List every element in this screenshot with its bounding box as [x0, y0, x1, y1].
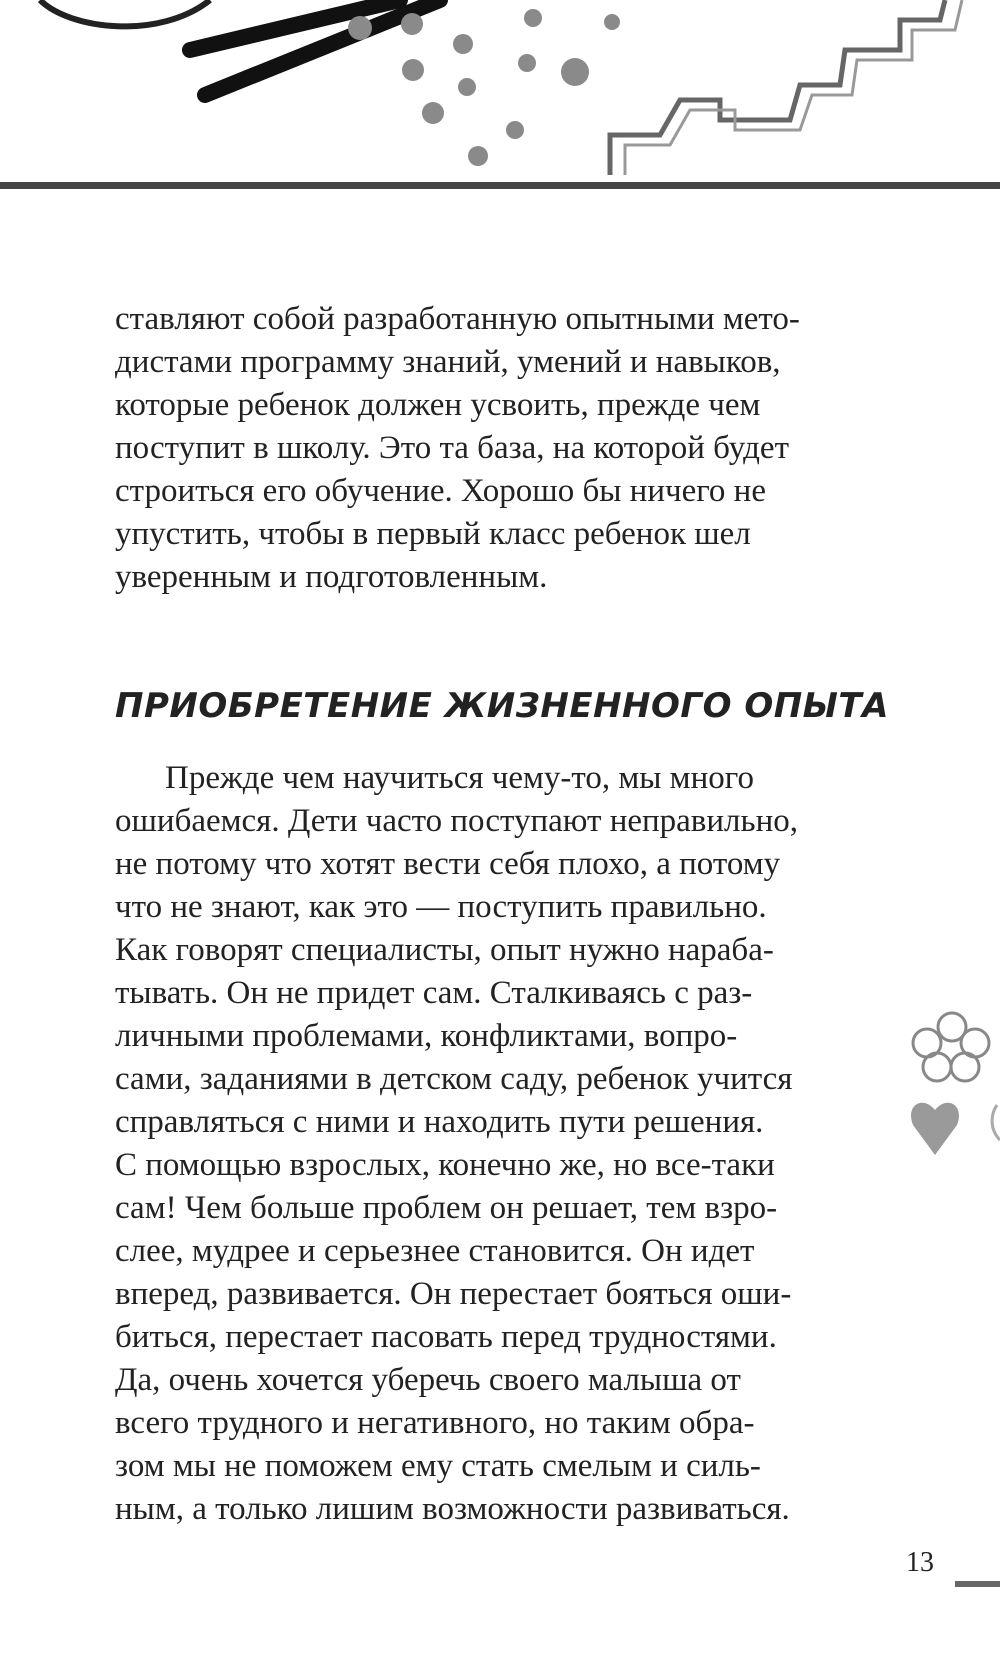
section-paragraph [115, 757, 875, 1531]
text-line: упустить, чтобы в первый класс ребенок шел [115, 516, 751, 552]
text-line: справляться с ними и находить пути решения. [115, 1104, 764, 1140]
text-line: Как говорят специалисты, опыт нужно нараба- [115, 932, 774, 968]
text-line: ошибаемся. Дети часто поступают неправильно, [115, 803, 798, 839]
text-line: всего трудного и негативного, но таким обра- [115, 1405, 755, 1441]
dots-icon [348, 9, 620, 166]
text-line: сам! Чем больше проблем он решает, тем взро- [115, 1190, 778, 1226]
text-line: ставляют собой разработанную опытными мето- [115, 301, 800, 337]
heart-icon [911, 1103, 959, 1155]
text-line: биться, перестает пасовать перед трудностями. [115, 1319, 777, 1355]
page-number: 13 [906, 1547, 934, 1578]
zigzag-icon [610, 0, 945, 175]
text-line: уверенным и подготовленным. [115, 559, 548, 595]
footer-rule [955, 1581, 1000, 1587]
text-line: не потому что хотят вести себя плохо, а потому [115, 846, 781, 882]
text-line: поступит в школу. Это та база, на которой будет [115, 430, 789, 466]
text-line: ным, а только лишим возможности развиваться. [115, 1491, 790, 1527]
text-line: тывать. Он не придет сам. Сталкиваясь с раз- [115, 975, 753, 1011]
text-line: С помощью взрослых, конечно же, но все-таки [115, 1147, 775, 1183]
text-line: Прежде чем научиться чему-то, мы много [165, 760, 754, 796]
swirl-icon [40, 0, 210, 26]
text-line: слее, мудрее и серьезнее становится. Он идет [115, 1233, 755, 1269]
text-line: что не знают, как это — поступить правильно. [115, 889, 767, 925]
text-line: зом мы не поможем ему стать смелым и силь- [115, 1448, 761, 1484]
header-rule [0, 182, 1000, 189]
text-line: вперед, развивается. Он перестает бояться оши- [115, 1276, 792, 1312]
text-line: личными проблемами, конфликтами, вопро- [115, 1018, 738, 1054]
text-line: сами, заданиями в детском саду, ребенок учится [115, 1061, 793, 1097]
text-line: дистами программу знаний, умений и навыков, [115, 344, 781, 380]
text-line: Да, очень хочется уберечь своего малыша от [115, 1362, 741, 1398]
text-line: которые ребенок должен усвоить, прежде чем [115, 387, 761, 423]
header-decoration [0, 0, 1000, 200]
text-line: строиться его обучение. Хорошо бы ничего не [115, 473, 766, 509]
paragraph-continued [115, 298, 875, 599]
flower-icon [913, 1013, 989, 1081]
side-decoration [905, 1005, 1000, 1185]
section-heading: ПРИОБРЕТЕНИЕ ЖИЗНЕННОГО ОПЫТА [115, 686, 889, 726]
